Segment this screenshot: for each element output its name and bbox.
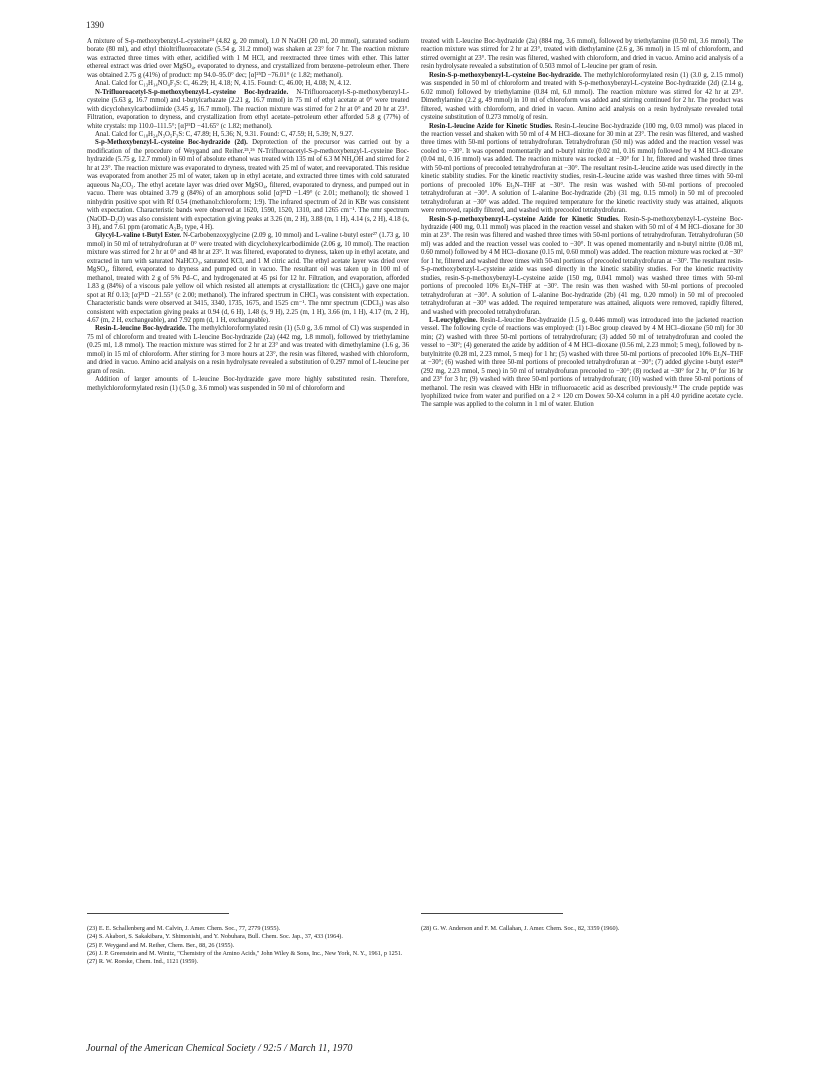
paragraph-text: N-Trifluoroacetyl-S-p-methoxybenzyl-L-cysteine (5.63 g, 16.7 mmol) and t-butylcarbazate (2.21 g, 16.7 mmol) in 75 ml of ethyl acetate at 0° were treated with dicyclohexylcarbodiimide (3.45 g, 16.7 mmol). The reaction mixture was stirred for 2 hr at 0° and 20 hr at 23°. Filtration, evaporation to dryness, and crystallization from ethyl acetate–petroleum ether afforded 5.8 g (77%) of white crystals: mp 110.0–111.5°; [α]²⁵D −41.65° (c 1.82; methanol).: [87, 88, 409, 130]
right-column: [421, 38, 743, 410]
paragraph-text: The methylchloroformylated resin (1) (3.0 g, 2.15 mmol) was suspended in 50 ml of chloroform and treated with S-p-methoxybenzyl-L-cysteine Boc-hydrazide (2d) (2.14 g, 6.02 mmol) followed by triethylamine (0.84 ml, 6.0 mmol). The reaction mixture was stirred for 42 hr at 23°. Dimethylamine (2.2 g, 49 mmol) in 10 ml of chloroform was added and stirring continued for 2 hr. The product was filtered, washed with chloroform, and dried in vacuo. Amino acid analysis on a resin hydrolysate revealed total cysteine substitution of 0.273 mmol/g of resin.: [421, 71, 743, 122]
paragraph: [87, 325, 409, 376]
reference-item: (25) F. Weygand and M. Reiher, Chem. Ber., 88, 26 (1955).: [87, 941, 235, 949]
paragraph: [87, 376, 409, 393]
paragraph-text: Addition of larger amounts of L-leucine Boc-hydrazide gave more highly substituted resin. Therefore, methylchloroformylated resin (1) (5.0 g, 3.6 mmol) was suspended in 50 ml of chloroform and: [87, 376, 409, 392]
paragraph-text: Resin-L-leucine Boc-hydrazide (1.5 g, 0.446 mmol) was introduced into the jacketed reaction vessel. The following cycle of reactions was employed: (1) t-Boc group cleaved by 4 M HCl–dioxane (50 ml) for 30 min; (2) washed with three 50-ml portions of tetrahydrofuran; (3) added 50 ml of tetrahydrofuran and cooled the vessel to −30°; (4) generated the azide by addition of 4 M HCl–dioxane (0.56 ml, 2.23 mmol; 5 meq), followed by n-butylnitrite (0.28 ml, 2.23 mmol, 5 meq) for 1 hr; (5) washed with three 50-ml portions of precooled 10% Et₃N–THF at −30°; (6) washed with three 50-ml portions of precooled tetrahydrofuran at −30°; (7) added glycine t-butyl ester²⁸ (292 mg, 2.23 mmol, 5 meq) in 50 ml of tetrahydrofuran precooled to −30°; (8) rocked at −30° for 2 hr, 0° for 16 hr and 23° for 3 hr; (9) washed with three 50-ml portions of tetrahydrofuran; (10) washed with three 50-ml portions of methanol. The resin was cleaved with HBr in trifluoroacetic acid as described previously.¹⁸ The crude peptide was lyophilized twice from water and purified on a 2 × 120 cm Dowex 50-X4 column in a pH 4.0 pyridine acetate cycle. The sample was applied to the column in 1 ml of water. Elution: [421, 316, 743, 409]
paragraph-heading: L-Leucylglycine.: [429, 316, 478, 324]
paragraph-text: Anal. Calcd for C₁₃H₁₄NO₄F₃S: C, 46.29; H, 4.18; N, 4.15. Found: C, 46.00; H, 4.08; N, 4.12.: [95, 80, 352, 88]
left-column: [87, 38, 409, 393]
paragraph-heading: Resin-S-p-methoxybenzyl-L-cysteine Azide for Kinetic Studies.: [429, 215, 620, 223]
paragraph-text: The methylchloroformylated resin (1) (5.0 g, 3.6 mmol of Cl) was suspended in 75 ml of chloroform and treated with L-leucine Boc-hydrazide (2a) (442 mg, 1.8 mmol), followed by triethylamine (0.25 ml, 1.8 mmol). The reaction mixture was stirred for 2 hr at 23° and was treated with dimethylamine (1.6 g, 36 mmol) in 15 ml of chloroform. After stirring for 3 more hours at 23°, the resin was filtered, washed with chloroform, and dried in vacuo. Amino acid analysis on a resin hydrolysate revealed a substitution of 0.297 mmol of L-leucine per gram of resin.: [87, 325, 409, 375]
page-number: 1390: [86, 20, 104, 30]
references-divider: [421, 913, 563, 914]
paragraph: [421, 38, 743, 72]
paragraph: [421, 216, 743, 317]
paragraph-text: Resin-S-p-methoxybenzyl-L-cysteine Boc-hydrazide (400 mg, 0.11 mmol) was placed in the reaction vessel and shaken with 50 ml of 4 M HCl–dioxane for 30 min at 23°. The resin was filtered and washed three times with 50-ml portions of tetrahydrofuran. Tetrahydrofuran (50 ml) was added and the reaction vessel was cooled to −30°. It was opened momentarily and n-butyl nitrite (0.08 ml, 0.60 mmol) followed by 4 M HCl–dioxane (0.15 ml, 0.60 mmol) was added. The reaction mixture was rocked at −30° for 1 hr, filtered and washed three times with 50-ml portions of precooled tetrahydrofuran at −30°. The resultant resin-S-p-methoxybenzyl-L-cysteine azide was used directly in the kinetic stability studies. For the kinetic reactivity studies, resin-S-p-methoxybenzyl-L-cysteine azide (150 mg, 0.041 mmol) was washed three times with 50-ml portions of precooled 10% Et₃N–THF at −30°. The resin was then washed with 50-ml portions of precooled tetrahydrofuran at −30°. A solution of L-alanine Boc-hydrazide (2b) (41 mg, 0.20 mmol) in 50 ml of precooled tetrahydrofuran at −30° was added. The required temperature was attained, aliquots were removed, rapidly filtered, and washed with precooled tetrahydrofuran.: [421, 215, 743, 316]
paragraph-text: Deprotection of the precursor was carried out by a modification of the procedure of Weygand and Reiher.²⁵,²⁶ N-Trifluoroacetyl-S-p-methoxybenzyl-L-cysteine Boc-hydrazide (5.75 g, 12.7 mmol) in 60 ml of absolute ethanol was treated with 135 ml of 6.3 M NH₄OH and stirred for 2 hr at 23°. The reaction mixture was evaporated to dryness, treated with 25 ml of water, and reevaporated. This residue was evaporated from another 25 ml of water, taken up in ethyl acetate, and extracted three times with cold saturated aqueous Na₂CO₃. The ethyl acetate layer was dried over MgSO₄, filtered, evaporated to dryness, and pumped out in vacuo. There was obtained 3.79 g (84%) of an amorphous solid [α]²⁵D −1.49° (c 2.01; methanol); tlc showed 1 ninhydrin positive spot with Rf 0.54 (methanol:chloroform; 1:9). The infrared spectrum of 2d in KBr was consistent with expectation. Characteristic bands were observed at 1620, 1590, 1520, 1310, and 1265 cm⁻¹. The nmr spectrum (NaOD–D₂O) was also consistent with expectation giving peaks at 3.26 (m, 2 H), 3.88 (m, 1 H), 4.14 (s, 2 H), 4.18 (s, 3 H), and 7.61 ppm (aromatic A₂B₂ type, 4 H).: [87, 139, 409, 231]
paragraph-text: N-Carbobenzoxyglycine (2.09 g, 10 mmol) and L-valine t-butyl ester²⁷ (1.73 g, 10 mmol) in 50 ml of tetrahydrofuran at 0° were treated with dicyclohexylcarbodiimide (2.06 g, 10 mmol). The reaction mixture was stirred for 2 hr at 0° and 48 hr at 23°. It was filtered, evaporated to dryness, taken up in ethyl acetate, and extracted in turn with saturated NaHCO₃, saturated KCl, and 1 M citric acid. The ethyl acetate layer was dried over MgSO₄, filtered, evaporated to dryness and pumped out in vacuo. The resultant oil was taken up in 100 ml of methanol, treated with 2 g of 5% Pd–C, and hydrogenated at 45 psi for 12 hr. Filtration, and evaporation, afforded 1.83 g (84%) of a viscous pale yellow oil which resisted all attempts at crystallization: tlc (CHCl₃) gave one major spot at Rf 0.13; [α]²⁵D −21.55° (c 2.00; methanol). The infrared spectrum in CHCl₃ was consistent with expectation. Characteristic bands were observed at 3415, 3340, 1735, 1675, and 1525 cm⁻¹. The nmr spectrum (CDCl₃) was also consistent with expectation giving peaks at 0.94 (d, 6 H), 1.48 (s, 9 H), 2.25 (m, 1 H), 3.66 (m, 1 H), 4.17 (m, 2 H), 4.67 (m, 2 H, exchangeable), and 7.92 ppm (d, 1 H, exchangeable).: [87, 232, 409, 324]
paragraph-text: A mixture of S-p-methoxybenzyl-L-cysteine²⁴ (4.82 g, 20 mmol), 1.0 N NaOH (20 ml, 20 mmol), saturated sodium borate (80 ml), and ethyl thioltrifluoroacetate (5.54 g, 31.2 mmol) was shaken at 23° for 7 hr. The reaction mixture was extracted three times with ether, acidified with 1 M HCl, and reextracted three times with ether. This latter ethereal extract was dried over MgSO₄, evaporated to dryness, and crystallized from benzene–petroleum ether. There was obtained 2.75 g (41%) of product: mp 94.0–95.0° dec; [α]²⁵D −76.01° (c 1.82; methanol).: [87, 38, 409, 79]
reference-item: (23) E. E. Schallenberg and M. Calvin, J. Amer. Chem. Soc., 77, 2779 (1955).: [87, 925, 281, 932]
references-divider: [87, 913, 229, 914]
paragraph-heading: Resin-S-p-methoxybenzyl-L-cysteine Boc-hydrazide.: [429, 71, 582, 79]
paragraph: [87, 232, 409, 325]
paragraph: [87, 80, 409, 88]
paragraph: [421, 123, 743, 216]
paragraph: [87, 131, 409, 139]
paragraph: [421, 72, 743, 123]
paragraph-heading: S-p-Methoxybenzyl-L-cysteine Boc-hydrazide (2d).: [95, 139, 248, 147]
paragraph-text: Anal. Calcd for C₁₈H₂₄N₃O₅F₃S: C, 47.89; H, 5.36; N, 9.31. Found: C, 47.59; H, 5.39; N, 9.27.: [95, 130, 354, 138]
reference-item: (24) S. Akabori, S. Sakakibara, Y. Shimonishi, and Y. Nobuhara, Bull. Chem. Soc. Jap., 37, 433 (1964).: [87, 933, 343, 941]
journal-footer: Journal of the American Chemical Society / 92:5 / March 11, 1970: [86, 1043, 353, 1054]
paragraph-heading: Glycyl-L-valine t-Butyl Ester.: [95, 232, 182, 240]
paragraph: [87, 89, 409, 131]
reference-item: (27) R. W. Roeske, Chem. Ind., 1121 (1959).: [87, 958, 199, 966]
paragraph: [87, 38, 409, 80]
paragraph-text: Resin-L-leucine Boc-hydrazide (100 mg, 0.03 mmol) was placed in the reaction vessel and shaken with 50 ml of 4 M HCl–dioxane for 30 min at 23°. The resin was filtered, and washed three times with 50-ml portions of tetrahydrofuran. Tetrahydrofuran (50 ml) was added and the reaction vessel was cooled to −30°. It was opened momentarily and n-butyl nitrite (0.02 ml, 0.16 mmol) followed by 4 M HCl–dioxane (0.04 ml, 0.16 mmol) was added. The reaction mixture was rocked at −30° for 1 hr, filtered and washed three times with 50-ml portions of precooled tetrahydrofuran at −30°. The resultant resin-L-leucine azide was used directly in the kinetic stability studies. For the kinetic reactivity studies, resin-L-leucine azide was washed three times with 50-ml portions of precooled 10% Et₃N–THF at −30°. The resin was washed with 50-ml portions of precooled tetrahydrofuran at −30°. A solution of L-alanine Boc-hydrazide (2b) (31 mg, 0.15 mmol) in 50 ml of precooled tetrahydrofuran at −30° was added. The required temperature for the kinetic reactivity study was attained, aliquots were removed, rapidly filtered, and washed with precooled tetrahydrofuran.: [421, 122, 743, 215]
paragraph-heading: Resin-L-leucine Azide for Kinetic Studies.: [429, 122, 553, 130]
references-left: [87, 925, 409, 966]
paragraph-heading: N-Trifluoroacetyl-S-p-methoxybenzyl-L-cysteine Boc-hydrazide.: [95, 88, 289, 96]
paragraph: [87, 139, 409, 232]
reference-item: (28) G. W. Anderson and F. M. Callahan, J. Amer. Chem. Soc., 82, 3359 (1960).: [421, 925, 620, 932]
reference-item: (26) J. P. Greenstein and M. Winitz, "Chemistry of the Amino Acids," John Wiley & Sons, Inc., New York, N. Y., 1961, p 1251.: [87, 949, 403, 957]
paragraph-text: treated with L-leucine Boc-hydrazide (2a) (884 mg, 3.6 mmol), followed by triethylamine (0.50 ml, 3.6 mmol). The reaction mixture was stirred for 2 hr at 23°, treated with diethylamine (2.6 g, 36 mmol) in 15 ml of chloroform, and stirred overnight at 23°. The resin was filtered, washed with chloroform, and dried in vacuo. Amino acid analysis of a resin hydrolysate revealed a substitution of 0.503 mmol of L-leucine per gram of resin.: [421, 38, 743, 71]
references-right: [421, 925, 743, 933]
paragraph-heading: Resin-L-leucine Boc-hydrazide.: [95, 325, 187, 333]
paragraph: [421, 317, 743, 410]
